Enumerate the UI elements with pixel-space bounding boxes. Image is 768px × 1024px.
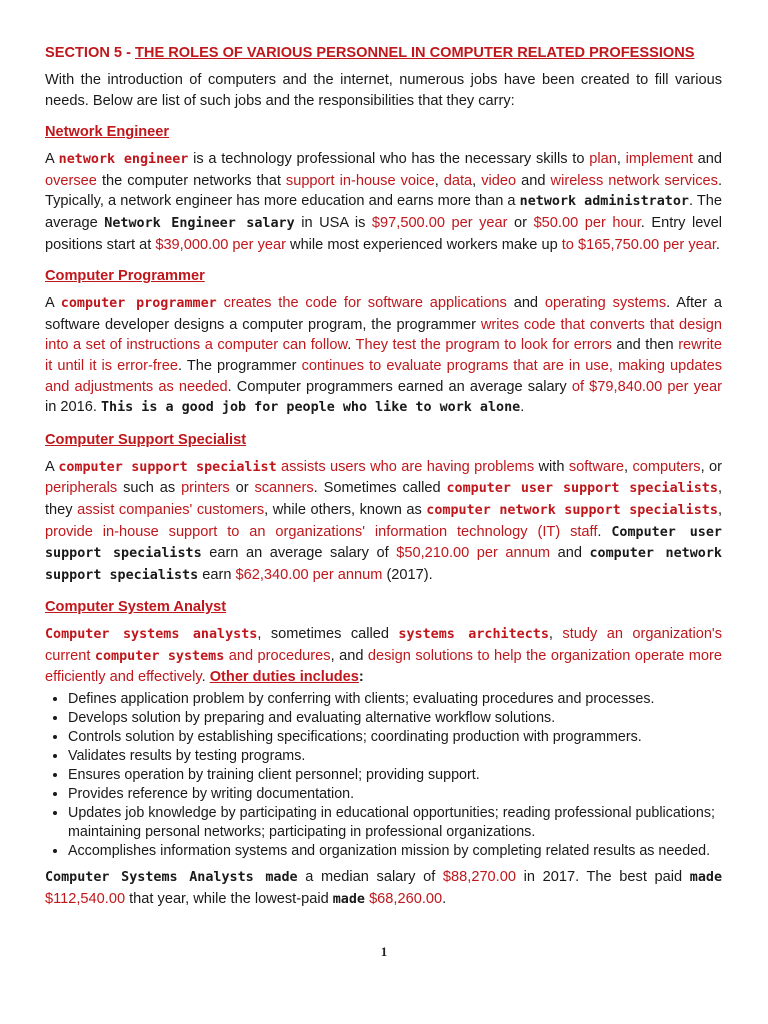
highlight: printers [181,480,230,497]
text: . [597,523,612,540]
highlight: creates the code for software applications [216,295,507,312]
text: or [507,214,534,231]
text: , or [700,458,722,475]
heading-support-specialist: Computer Support Specialist [45,431,247,448]
text: that year, while the lowest-paid [125,890,333,907]
heading-computer-programmer: Computer Programmer [45,268,205,285]
list-item: • Develops solution by preparing and evaluating alternative workflow solutions. [68,709,722,728]
highlight: They test the program to look for errors [355,337,612,354]
text: . The average [45,193,722,231]
highlight: computers [632,458,701,475]
text: , [548,626,563,643]
system-analyst-salary-paragraph [45,867,722,910]
text: . Typically, a network engineer has more education and earns more than a [45,172,722,210]
computer-programmer-paragraph [45,293,722,419]
highlight: data [443,172,473,189]
text: (2017). [382,566,433,583]
highlight: rewrite it until it is error-free [45,337,722,374]
text: the computer networks that [96,172,286,189]
term: computer user support specialists [446,481,718,497]
term: Computer user support specialists [45,524,722,562]
highlight: design solutions to help the organization operate more efficiently and effectively [45,647,723,686]
term: systems architects [398,627,549,643]
text: . [520,399,525,416]
text: with [534,458,569,475]
text: is a technology professional who has the necessary skills to [188,151,590,168]
heading-network-engineer: Network Engineer [45,124,170,141]
text: , and [330,647,368,664]
text: and then [611,337,679,354]
term: network engineer [58,152,189,168]
list-item: • Updates job knowledge by participating in educational opportunities; reading professional publications; maintaining personal networks; participating in professional organizations. [68,804,722,842]
highlight: video [481,172,517,189]
text: . [715,236,720,253]
term: Computer Systems Analysts made [45,870,298,886]
heading-system-analyst: Computer System Analyst [45,599,227,616]
highlight: support in-house voice [285,172,435,189]
emphasis: This is a good job for people who like to work alone [101,400,521,416]
text: A [45,295,61,312]
salary: $88,270.00 [442,869,516,886]
salary: $50,210.00 per annum [396,545,551,562]
text: , [624,458,633,475]
term: computer support specialist [58,459,277,475]
term: made [332,891,365,907]
text: in 2016. [45,399,101,416]
text: and [506,295,545,312]
text: , while others, known as [264,501,427,518]
term: network administrator [519,194,689,210]
text: . Sometimes called [313,480,447,497]
highlight: software [568,458,624,475]
text: and [692,151,723,168]
text: , [472,172,482,189]
text: . After a software developer designs a computer program, the programmer [45,295,722,333]
term: computer programmer [60,296,217,312]
support-specialist-paragraph [45,457,722,587]
text: and [516,172,551,189]
highlight: continues to evaluate programs that are in use, making updates and adjustments as needed [45,357,722,395]
list-item: • Controls solution by establishing specifications; coordinating production with programmers. [68,728,722,747]
list-item: • Ensures operation by training client personnel; providing support. [68,766,722,785]
document-content [45,43,722,910]
salary: $62,340.00 per annum [235,566,383,583]
text: earn an average salary of [201,545,397,562]
highlight: and procedures [224,647,331,664]
system-analyst-paragraph [45,624,722,688]
section-title-text: THE ROLES OF VARIOUS PERSONNEL IN COMPUTER RELATED PROFESSIONS [135,45,695,61]
highlight: study an organization's current [45,626,723,664]
term: Network Engineer salary [104,215,295,231]
text: A [45,151,59,168]
text: . [442,890,447,907]
highlight: scanners [254,480,314,497]
highlight: peripherals [45,480,118,497]
highlight: operating systems [544,295,667,312]
text: . [347,337,356,354]
list-item: • Validates results by testing programs. [68,747,722,766]
salary: $68,260.00 [369,890,443,907]
highlight: implement [625,151,693,168]
text: in 2017. The best paid [515,869,690,886]
text: . [201,669,210,686]
text: while most experienced workers make up [285,236,562,253]
text: A [45,458,59,475]
text: in USA is [294,214,372,231]
text: , [717,501,722,518]
highlight: assists users who are having problems [276,458,535,475]
term: Computer systems analysts [45,627,258,643]
duties-list [45,690,722,861]
text: , [434,172,444,189]
term: made [689,870,723,886]
highlight: provide in-house support to an organizations' information technology (IT) staff [45,523,598,540]
text: . The programmer [177,357,302,374]
network-engineer-paragraph [45,149,722,255]
salary: $50.00 per hour [533,214,641,231]
term: computer systems [94,648,225,664]
duties-label: Other duties includes [209,669,359,686]
list-item: • Provides reference by writing documentation. [68,785,722,804]
list-item: • Accomplishes information systems and organization mission by completing related results as needed. [68,842,722,861]
text: . Entry level positions start at [45,214,722,253]
text: , [616,151,626,168]
salary: $97,500.00 per year [371,214,508,231]
text: and [550,545,590,562]
text: earn [198,566,236,583]
text: , sometimes called [257,626,399,643]
text: , they [45,480,722,518]
text: such as [117,480,182,497]
term: computer network support specialists [426,502,718,518]
highlight: writes code that converts that design into a set of instructions a computer can follow [45,316,722,354]
salary: $112,540.00 [45,890,126,907]
section-prefix: SECTION 5 - [45,45,136,61]
list-item: • Defines application problem by conferring with clients; evaluating procedures and processes. [68,690,722,709]
text: or [229,480,255,497]
salary: to $165,750.00 per year [561,236,716,253]
section-title [45,43,722,63]
intro-paragraph: With the introduction of computers and the internet, numerous jobs have been created to fill various needs. Below are list of such jobs and the responsibilities that they carry: [45,72,722,109]
salary: of $79,840.00 per year [571,378,722,395]
text: a median salary of [297,869,443,886]
highlight: assist companies' customers [77,501,265,518]
salary: $39,000.00 per year [155,236,286,253]
text: . Computer programmers earned an average salary [227,378,572,395]
highlight: wireless network services [550,172,718,189]
term: computer network support specialists [45,546,722,583]
page-number: 1 [380,944,388,959]
highlight: plan [589,151,617,168]
text: : [358,669,364,686]
highlight: oversee [45,172,97,189]
